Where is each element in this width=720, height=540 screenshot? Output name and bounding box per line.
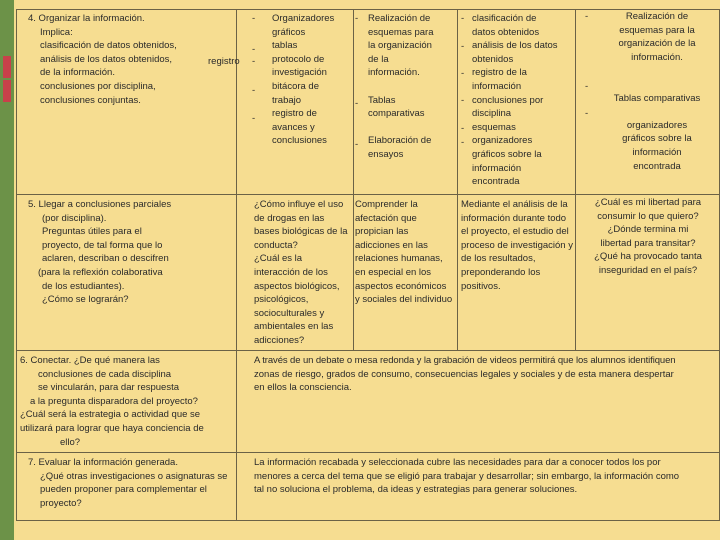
row2-method-cell (461, 198, 576, 293)
tool-line: investigación (272, 67, 327, 79)
product-line: información (472, 80, 522, 92)
step4-line: conclusiones por disciplina, (40, 80, 156, 92)
bullet-dash: - (355, 13, 359, 24)
response-line: menores a cerca del tema que se eligió para trabajar y desarrollar; sin embargo, la información como (254, 470, 680, 482)
row1-products-cell (472, 12, 578, 189)
activity-line (368, 80, 456, 94)
tool-line: avances y (272, 121, 315, 133)
accent-mark-bottom (3, 80, 11, 102)
step4-line: conclusiones conjuntas. (40, 94, 141, 106)
step5-line: proyecto, de tal forma que lo (42, 239, 163, 251)
step7-line: proyecto? (40, 497, 82, 509)
activity-line (368, 121, 456, 135)
purpose-line: y sociales del individuo (355, 294, 453, 306)
row1-step-cell (28, 12, 233, 107)
step5-line: Preguntas útiles para el (42, 226, 142, 238)
product-line: información (472, 162, 522, 174)
row2-step-cell (28, 198, 233, 307)
activity-line: esquemas para (368, 26, 434, 38)
tool-line: Organizadores (272, 13, 335, 24)
bullet-dash: - (585, 108, 589, 119)
response-line: tal no soluciona el problema, da ideas y estrategias para generar soluciones. (254, 484, 578, 496)
evidence-line: gráficos sobre la (622, 133, 692, 145)
row3-response-cell (254, 354, 720, 395)
question-line: ¿Cómo influye el uso (254, 199, 344, 210)
evidence-line: organización de la (618, 38, 696, 50)
activity-line: Tablas (368, 94, 396, 106)
evidence-line: información. (631, 51, 683, 63)
row-divider-3 (16, 452, 720, 453)
product-line: registro de la (472, 67, 527, 79)
step5-line: ¿Cómo se lograrán? (42, 294, 129, 306)
method-line: positivos. (461, 280, 501, 292)
method-line: el proyecto, el estudio del (461, 226, 569, 238)
method-line: proceso de investigación y (461, 239, 573, 251)
row1-evidence-cell (596, 10, 718, 173)
step4-title: 4. Organizar la información. (28, 13, 145, 24)
question-line: ambientales en las (254, 321, 334, 333)
row4-step-cell (28, 456, 234, 510)
step7-line: pueden proponer para complementar el (40, 484, 207, 496)
method-line: preponderando los (461, 266, 541, 278)
product-line: encontrada (472, 176, 520, 188)
product-line: disciplina (472, 108, 512, 120)
accent-mark-top (3, 56, 11, 78)
step6-line: se vincularán, para dar respuesta (38, 382, 179, 394)
tool-line: conclusiones (272, 135, 327, 147)
purpose-line: afectación que (355, 212, 417, 224)
reflection-line: ¿Dónde termina mi (607, 224, 689, 236)
step5-line: de los estudiantes). (42, 280, 125, 292)
reflection-line: ¿Qué ha provocado tanta (594, 251, 702, 263)
purpose-line: aspectos económicos (355, 280, 447, 292)
evidence-line: información (632, 146, 682, 158)
product-line: datos obtenidos (472, 26, 540, 38)
evidence-line: encontrada (633, 160, 681, 172)
method-line: de los resultados, (461, 253, 536, 265)
activity-line: Realización de (368, 13, 431, 24)
step6-line: utilizará para lograr que haya conciencia de (20, 422, 204, 434)
activity-line: la organización (368, 40, 432, 52)
step7-title: 7. Evaluar la información generada. (28, 457, 178, 468)
activity-line: Elaboración de (368, 135, 432, 147)
bullet-dash: - (252, 56, 256, 67)
row2-purpose-cell (355, 198, 458, 307)
bullet-dash: - (461, 68, 465, 79)
product-line: organizadores (472, 135, 533, 147)
evidence-line: Realización de (625, 11, 689, 22)
question-line: psicológicos, (254, 294, 309, 306)
bullet-dash: - (461, 137, 465, 148)
step4-line: clasificación de datos obtenidos, (40, 40, 177, 52)
question-line: ¿Cuál es la (254, 253, 303, 265)
step6-line: a la pregunta disparadora del proyecto? (30, 395, 198, 407)
question-line: bases biológicas de la (254, 226, 348, 238)
bullet-dash: - (461, 41, 465, 52)
bullet-dash: - (355, 98, 359, 109)
activity-line: de la (368, 53, 389, 65)
step6-line: conclusiones de cada disciplina (38, 368, 172, 380)
purpose-line: Comprender la (355, 199, 418, 210)
product-line: esquemas (472, 121, 516, 133)
registro-label: registro (208, 56, 240, 67)
row-divider-2 (16, 350, 720, 351)
method-line: Mediante el análisis de la (461, 199, 568, 210)
evidence-line (596, 64, 718, 78)
bullet-dash: - (461, 95, 465, 106)
step5-line: aclaren, describan o descifren (42, 253, 169, 265)
activity-line: comparativas (368, 108, 425, 120)
bullet-dash: - (461, 13, 465, 24)
bullet-dash: - (585, 11, 589, 22)
question-line: socioculturales y (254, 307, 325, 319)
question-line: interacción de los (254, 266, 328, 278)
row2-reflection-cell (577, 196, 719, 278)
bullet-dash: - (252, 113, 256, 124)
question-line: aspectos biológicos, (254, 280, 340, 292)
reflection-line: libertad para transitar? (600, 237, 696, 249)
row1-tools-cell (272, 12, 354, 148)
row2-questions-cell (254, 198, 354, 348)
column-divider-main (236, 9, 237, 520)
step4-line: Implica: (40, 26, 73, 38)
product-line: obtenidos (472, 53, 514, 65)
question-line: adicciones? (254, 334, 305, 346)
tool-line: protocolo de (272, 53, 325, 65)
step5-line: (para la reflexión colaborativa (38, 266, 163, 278)
evidence-line: organizadores (626, 119, 688, 131)
row1-activities-cell (368, 12, 456, 162)
evidence-line (596, 78, 718, 92)
reflection-line: consumir lo que quiero? (597, 210, 699, 222)
product-line: análisis de los datos (472, 40, 558, 52)
step4-line: de la información. (40, 67, 115, 79)
table-border-left (16, 9, 17, 520)
step7-line: ¿Qué otras investigaciones o asignaturas se (40, 470, 228, 482)
tool-line: registro de (272, 108, 317, 120)
response-line: A través de un debate o mesa redonda y la grabación de videos permitirá que los alumnos identifiquen (254, 355, 676, 366)
method-line: información durante todo (461, 212, 567, 224)
reflection-line: ¿Cuál es mi libertad para (594, 197, 702, 208)
step6-line: ello? (60, 436, 81, 448)
bullet-dash: - (355, 139, 359, 150)
step5-title: 5. Llegar a conclusiones parciales (28, 199, 172, 210)
purpose-line: relaciones humanas, (355, 253, 443, 265)
step6-line: ¿Cuál será la estrategia o actividad que se (20, 409, 201, 421)
evidence-line: esquemas para la (619, 24, 695, 36)
product-line: clasificación de (472, 13, 537, 24)
tool-line: gráficos (272, 26, 306, 38)
product-line: gráficos sobre la (472, 148, 542, 160)
purpose-line: propician las (355, 226, 409, 238)
row3-step-cell (20, 354, 234, 449)
table-border-bottom (16, 520, 720, 521)
activity-line: información. (368, 67, 420, 79)
reflection-line: inseguridad en el país? (598, 264, 698, 276)
planning-table (16, 0, 720, 540)
activity-line: ensayos (368, 148, 404, 160)
row4-response-cell (254, 456, 720, 497)
question-line: de drogas en las (254, 212, 325, 224)
step6-title: 6. Conectar. ¿De qué manera las (20, 355, 160, 366)
bullet-dash: - (252, 13, 256, 24)
response-line: en ellos la consciencia. (254, 382, 352, 394)
purpose-line: adicciones en las (355, 239, 428, 251)
response-line: La información recabada y seleccionada cubre las necesidades para dar a conocer todos los por (254, 457, 661, 468)
purpose-line: en especial en los (355, 266, 432, 278)
step4-line: análisis de los datos obtenidos, (40, 53, 173, 65)
question-line: conducta? (254, 239, 298, 251)
bullet-dash: - (461, 123, 465, 134)
product-line: conclusiones por (472, 94, 544, 106)
bullet-dash: - (252, 44, 256, 55)
row-divider-1 (16, 194, 720, 195)
evidence-line: Tablas comparativas (613, 92, 701, 104)
bullet-dash: - (252, 85, 256, 96)
bullet-dash: - (585, 81, 589, 92)
slide-accent-bar (0, 0, 14, 540)
evidence-line (596, 105, 718, 119)
step5-line: (por disciplina). (42, 212, 107, 224)
response-line: zonas de riesgo, grados de consumo, consecuencias legales y sociales y de esta manera despertar (254, 368, 674, 380)
tool-line: trabajo (272, 94, 302, 106)
tool-line: bitácora de (272, 80, 320, 92)
tool-line: tablas (272, 40, 298, 52)
